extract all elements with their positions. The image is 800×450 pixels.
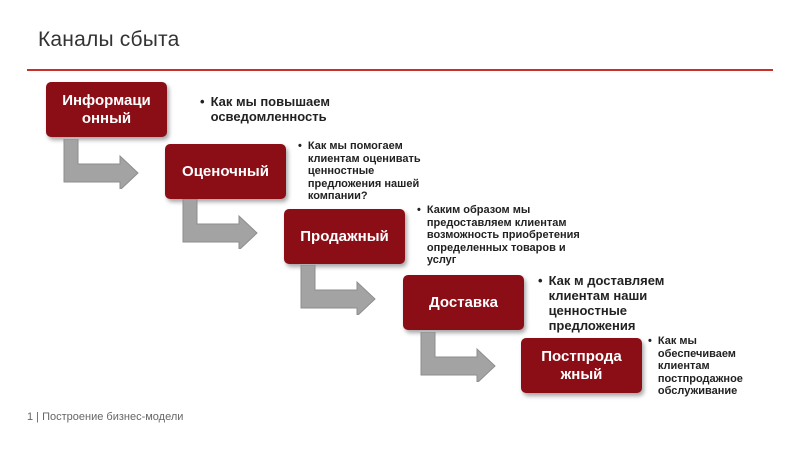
stage-evaluation-label: Оценочный: [182, 162, 269, 180]
bullet-icon: •: [417, 204, 421, 216]
stage-sales-description: • Каким образом мы предоставляем клиентам возможность приобретения определенных товаров и услуг: [417, 204, 580, 266]
stage-delivery-description: • Как м доставляем клиентам наши ценностные предложения: [538, 273, 665, 333]
slide-footer: 1 | Построение бизнес-модели: [27, 411, 184, 423]
stage-after-sales-label: Постпрода жный: [541, 348, 622, 383]
stage-informational-label: Информаци онный: [62, 92, 151, 127]
stage-informational-description: • Как мы повышаем осведомленность: [200, 94, 330, 124]
bullet-icon: •: [538, 273, 543, 288]
stage-sales: [284, 209, 405, 264]
stage-evaluation-description: • Как мы помогаем клиентам оценивать ценностные предложения нашей компании?: [298, 140, 421, 202]
bullet-icon: •: [200, 94, 205, 109]
stage-after-sales: [521, 338, 642, 393]
stage-delivery-label: Доставка: [429, 293, 498, 311]
stage-informational: [46, 82, 167, 137]
stage-delivery: [403, 275, 524, 330]
bent-arrow-icon: [419, 332, 499, 382]
bullet-icon: •: [298, 140, 302, 152]
bullet-icon: •: [648, 335, 652, 347]
stage-after-sales-description: • Как мы обеспечиваем клиентам постпродажное обслуживание: [648, 335, 743, 397]
bent-arrow-icon: [181, 199, 261, 249]
bent-arrow-icon: [62, 139, 142, 189]
stage-evaluation: [165, 144, 286, 199]
bent-arrow-icon: [299, 265, 379, 315]
stage-sales-label: Продажный: [300, 227, 389, 245]
title-divider: [27, 69, 773, 71]
slide-title: Каналы сбыта: [38, 28, 180, 51]
